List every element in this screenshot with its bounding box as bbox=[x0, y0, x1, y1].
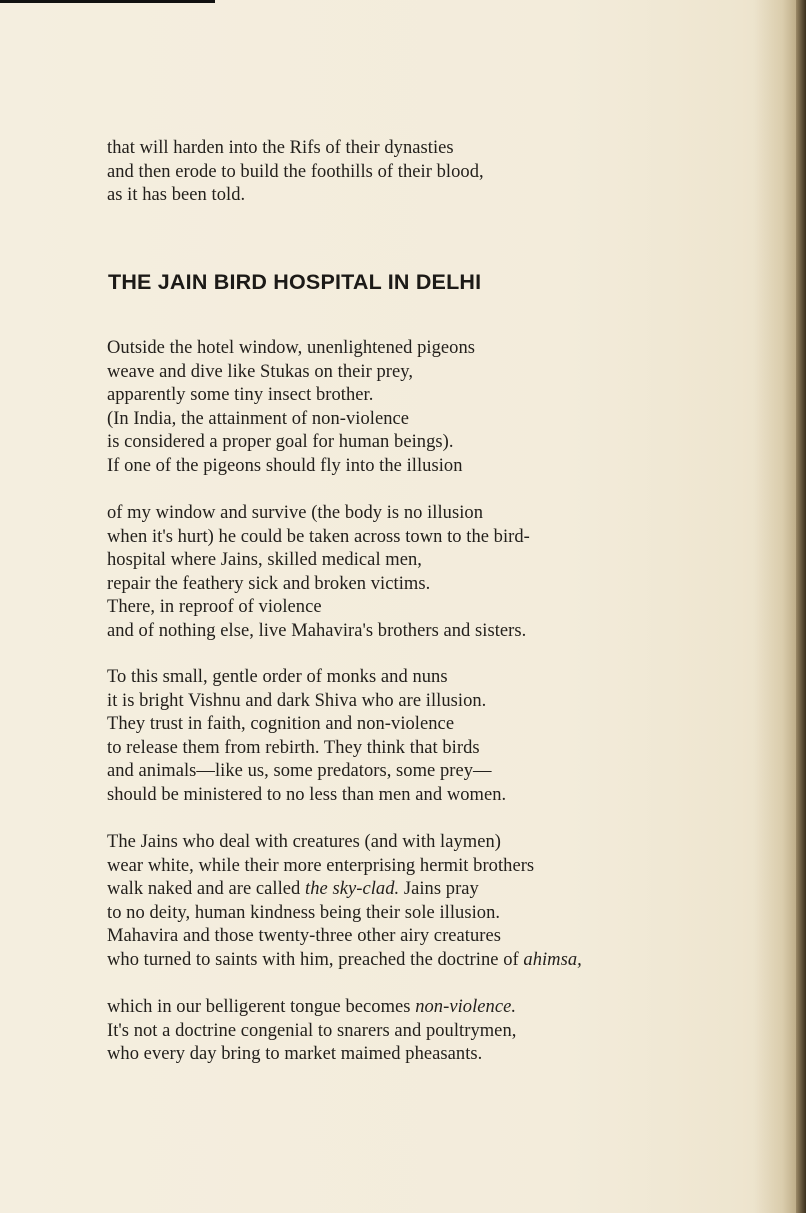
verse-line: weave and dive like Stukas on their prey, bbox=[107, 361, 414, 382]
verse-text: which in our belligerent tongue becomes bbox=[107, 997, 416, 1017]
verse-line: and of nothing else, live Mahavira's brothers and sisters. bbox=[107, 620, 527, 641]
intro-stanza bbox=[107, 137, 484, 208]
italic-term: non-violence. bbox=[415, 997, 517, 1017]
verse-line: to release them from rebirth. They think that birds bbox=[107, 737, 480, 758]
verse-text: walk naked and are called bbox=[107, 879, 306, 899]
verse-line: They trust in faith, cognition and non-violence bbox=[107, 714, 455, 734]
verse-text: Jains pray bbox=[399, 879, 479, 899]
stanza-3 bbox=[107, 666, 506, 807]
italic-term: ahimsa, bbox=[523, 949, 582, 970]
stanza-2 bbox=[107, 502, 530, 643]
verse-line: apparently some tiny insect brother. bbox=[107, 385, 374, 405]
verse-line: and then erode to build the foothills of their blood, bbox=[107, 161, 484, 182]
verse-line: that will harden into the Rifs of their dynasties bbox=[107, 138, 454, 158]
verse-text: who turned to saints with him, preached the doctrine of bbox=[107, 949, 524, 970]
stanza-5 bbox=[107, 996, 516, 1067]
verse-line: is considered a proper goal for human beings). bbox=[107, 432, 454, 452]
verse-line: (In India, the attainment of non-violence bbox=[107, 408, 410, 429]
verse-line bbox=[107, 949, 582, 973]
verse-line: as it has been told. bbox=[107, 185, 246, 205]
verse-line: It's not a doctrine congenial to snarers and poultrymen, bbox=[107, 1020, 517, 1041]
verse-line: Outside the hotel window, unenlightened pigeons bbox=[107, 338, 476, 358]
verse-line: To this small, gentle order of monks and nuns bbox=[107, 667, 448, 687]
verse-line: hospital where Jains, skilled medical men, bbox=[107, 550, 422, 570]
verse-line bbox=[107, 996, 516, 1020]
verse-line: There, in reproof of violence bbox=[107, 597, 322, 617]
verse-line: The Jains who deal with creatures (and with laymen) bbox=[107, 832, 502, 852]
poem-title: THE JAIN BIRD HOSPITAL IN DELHI bbox=[108, 270, 482, 294]
verse-line: repair the feathery sick and broken victims. bbox=[107, 573, 431, 594]
page-top-edge bbox=[0, 0, 215, 3]
verse-line: Mahavira and those twenty-three other airy creatures bbox=[107, 926, 502, 946]
verse-line: should be ministered to no less than men and women. bbox=[107, 784, 507, 805]
verse-line: to no deity, human kindness being their sole illusion. bbox=[107, 902, 501, 923]
verse-line: wear white, while their more enterprising hermit brothers bbox=[107, 855, 535, 876]
verse-line: when it's hurt) he could be taken across town to the bird- bbox=[107, 526, 530, 547]
verse-line: and animals—like us, some predators, some prey— bbox=[107, 761, 492, 781]
verse-line bbox=[107, 878, 582, 902]
italic-term: the sky-clad. bbox=[305, 879, 400, 899]
verse-line: If one of the pigeons should fly into the illusion bbox=[107, 455, 463, 476]
stanza-4 bbox=[107, 831, 582, 972]
verse-line: of my window and survive (the body is no illusion bbox=[107, 503, 484, 523]
stanza-1 bbox=[107, 337, 475, 478]
verse-line: it is bright Vishnu and dark Shiva who are illusion. bbox=[107, 690, 487, 711]
verse-line: who every day bring to market maimed pheasants. bbox=[107, 1044, 483, 1064]
spine-edge bbox=[796, 0, 806, 1213]
